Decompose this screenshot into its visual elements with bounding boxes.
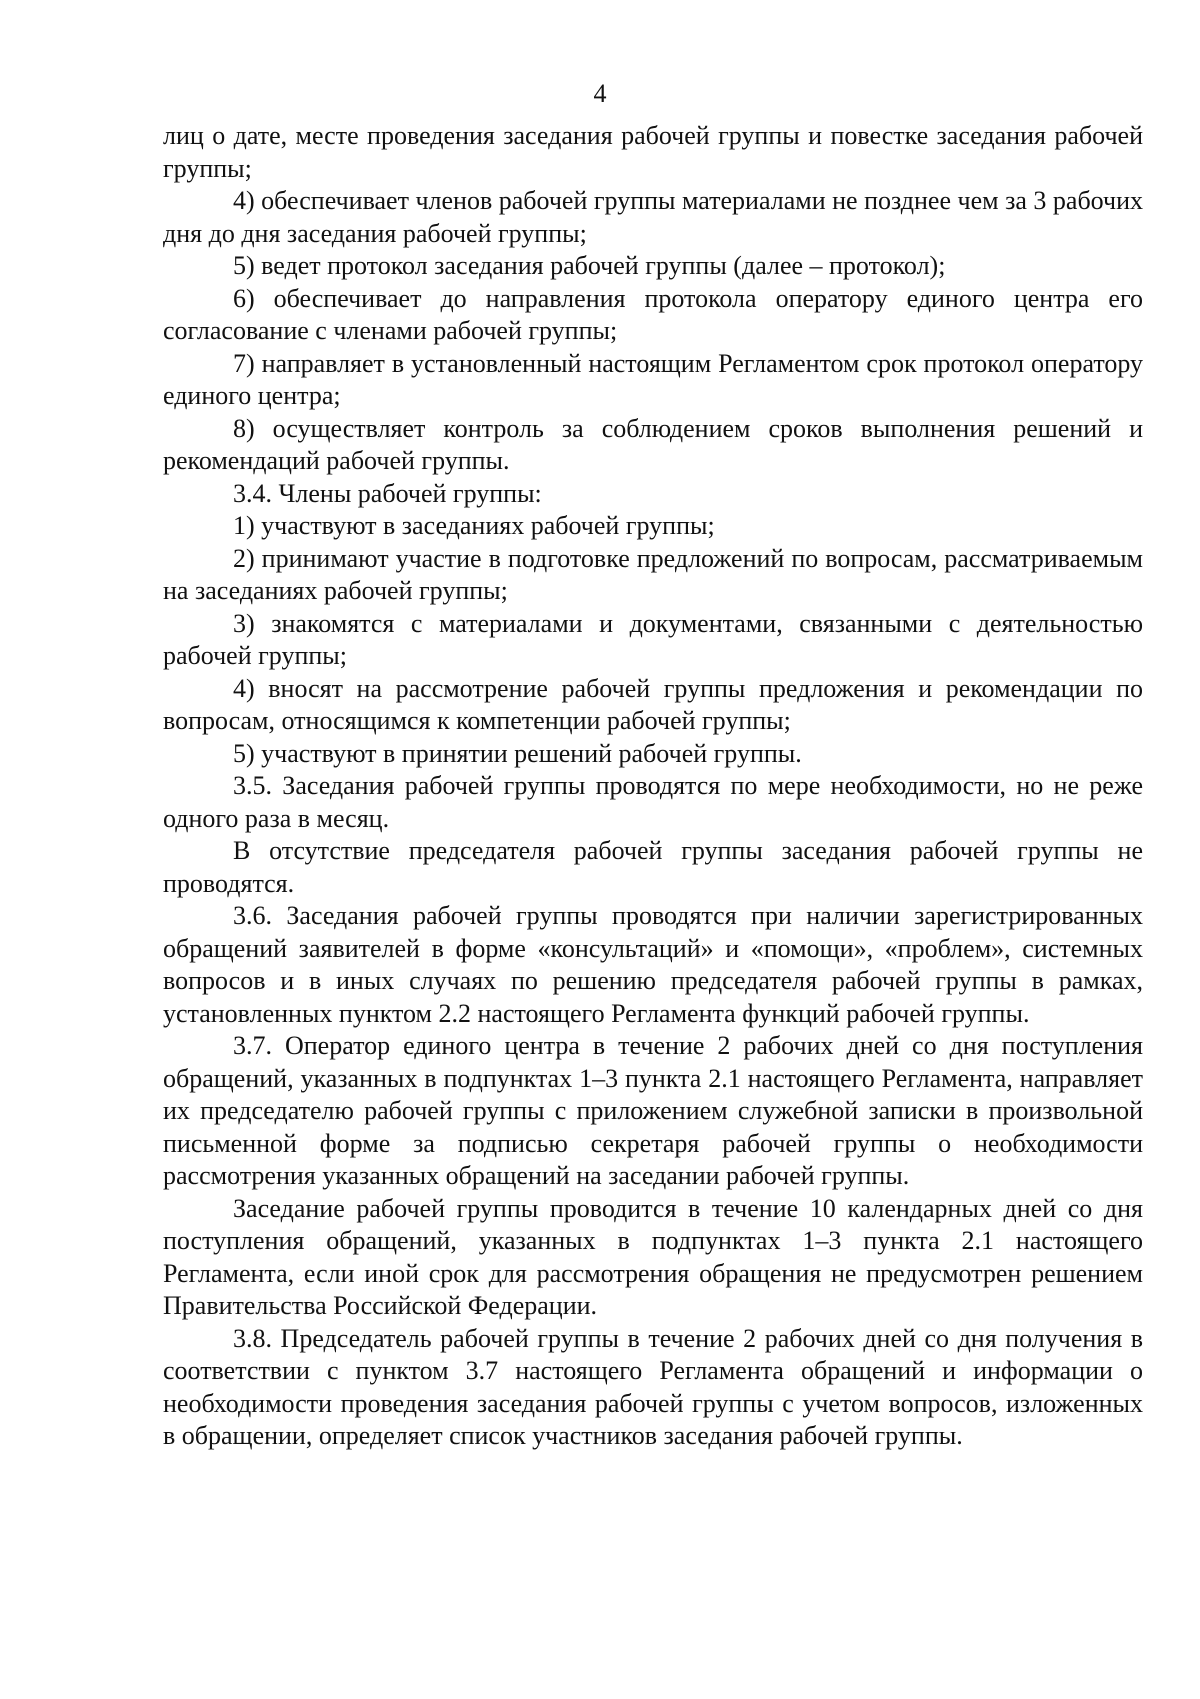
paragraph-member-duty-4: 4) вносят на рассмотрение рабочей группы предложения и рекомендации по вопросам, относящимся к компетенции рабочей группы; [163, 673, 1143, 735]
paragraph-member-duty-1: 1) участвуют в заседаниях рабочей группы; [233, 511, 715, 540]
section-3-6: 3.6. Заседания рабочей группы проводятся при наличии зарегистрированных обращений заявителей в форме «консультаций» и «помощи», «проблем», системных вопросов и в иных случаях по решению председателя рабочей группы в рамках, установленных пунктом 2.2 настоящего Регламента функций рабочей группы. [163, 901, 1143, 1028]
page-number: 4 [593, 79, 607, 108]
section-3-7: 3.7. Оператор единого центра в течение 2 рабочих дней со дня поступления обращений, указанных в подпунктах 1–3 пункта 2.1 настоящего Регламента, направляет их председателю рабочей группы с приложением служебной записки в произвольной письменной форме за подписью секретаря рабочей группы о необходимости рассмотрения указанных обращений на заседании рабочей группы. [163, 1031, 1143, 1190]
section-3-8: 3.8. Председатель рабочей группы в течение 2 рабочих дней со дня получения в соответствии с пунктом 3.7 настоящего Регламента обращений и информации о необходимости проведения заседания рабочей группы с учетом вопросов, изложенных в обращении, определяет список участников заседания рабочей группы. [163, 1323, 1143, 1450]
paragraph-meeting-timing: Заседание рабочей группы проводится в течение 10 календарных дней со дня поступления обращений, указанных в подпунктах 1–3 пункта 2.1 настоящего Регламента, если иной срок для рассмотрения обращения не предусмотрен решением Правительства Российской Федерации. [163, 1193, 1143, 1320]
paragraph-member-duty-5: 5) участвуют в принятии решений рабочей группы. [233, 738, 802, 768]
paragraph-item-6: 6) обеспечивает до направления протокола оператору единого центра его согласование с членами рабочей группы; [163, 283, 1143, 345]
paragraph-item-4: 4) обеспечивает членов рабочей группы материалами не позднее чем за 3 рабочих дня до дня заседания рабочей группы; [163, 186, 1143, 248]
paragraph-item-5: 5) ведет протокол заседания рабочей группы (далее – протокол); [233, 251, 946, 280]
paragraph-continuation: лиц о дате, месте проведения заседания рабочей группы и повестке заседания рабочей группы; [163, 121, 1143, 183]
paragraph-member-duty-3: 3) знакомятся с материалами и документами, связанными с деятельностью рабочей группы; [163, 608, 1143, 670]
document-body [163, 120, 1143, 1453]
paragraph-item-8: 8) осуществляет контроль за соблюдением сроков выполнения решений и рекомендаций рабочей группы. [163, 413, 1143, 475]
paragraph-chair-absence: В отсутствие председателя рабочей группы заседания рабочей группы не проводятся. [163, 836, 1143, 898]
paragraph-item-7: 7) направляет в установленный настоящим Регламентом срок протокол оператору единого центра; [163, 348, 1143, 410]
paragraph-member-duty-2: 2) принимают участие в подготовке предложений по вопросам, рассматриваемым на заседаниях рабочей группы; [163, 543, 1143, 605]
section-3-5: 3.5. Заседания рабочей группы проводятся по мере необходимости, но не реже одного раза в месяц. [163, 771, 1143, 833]
section-3-4-heading: 3.4. Члены рабочей группы: [233, 478, 542, 508]
